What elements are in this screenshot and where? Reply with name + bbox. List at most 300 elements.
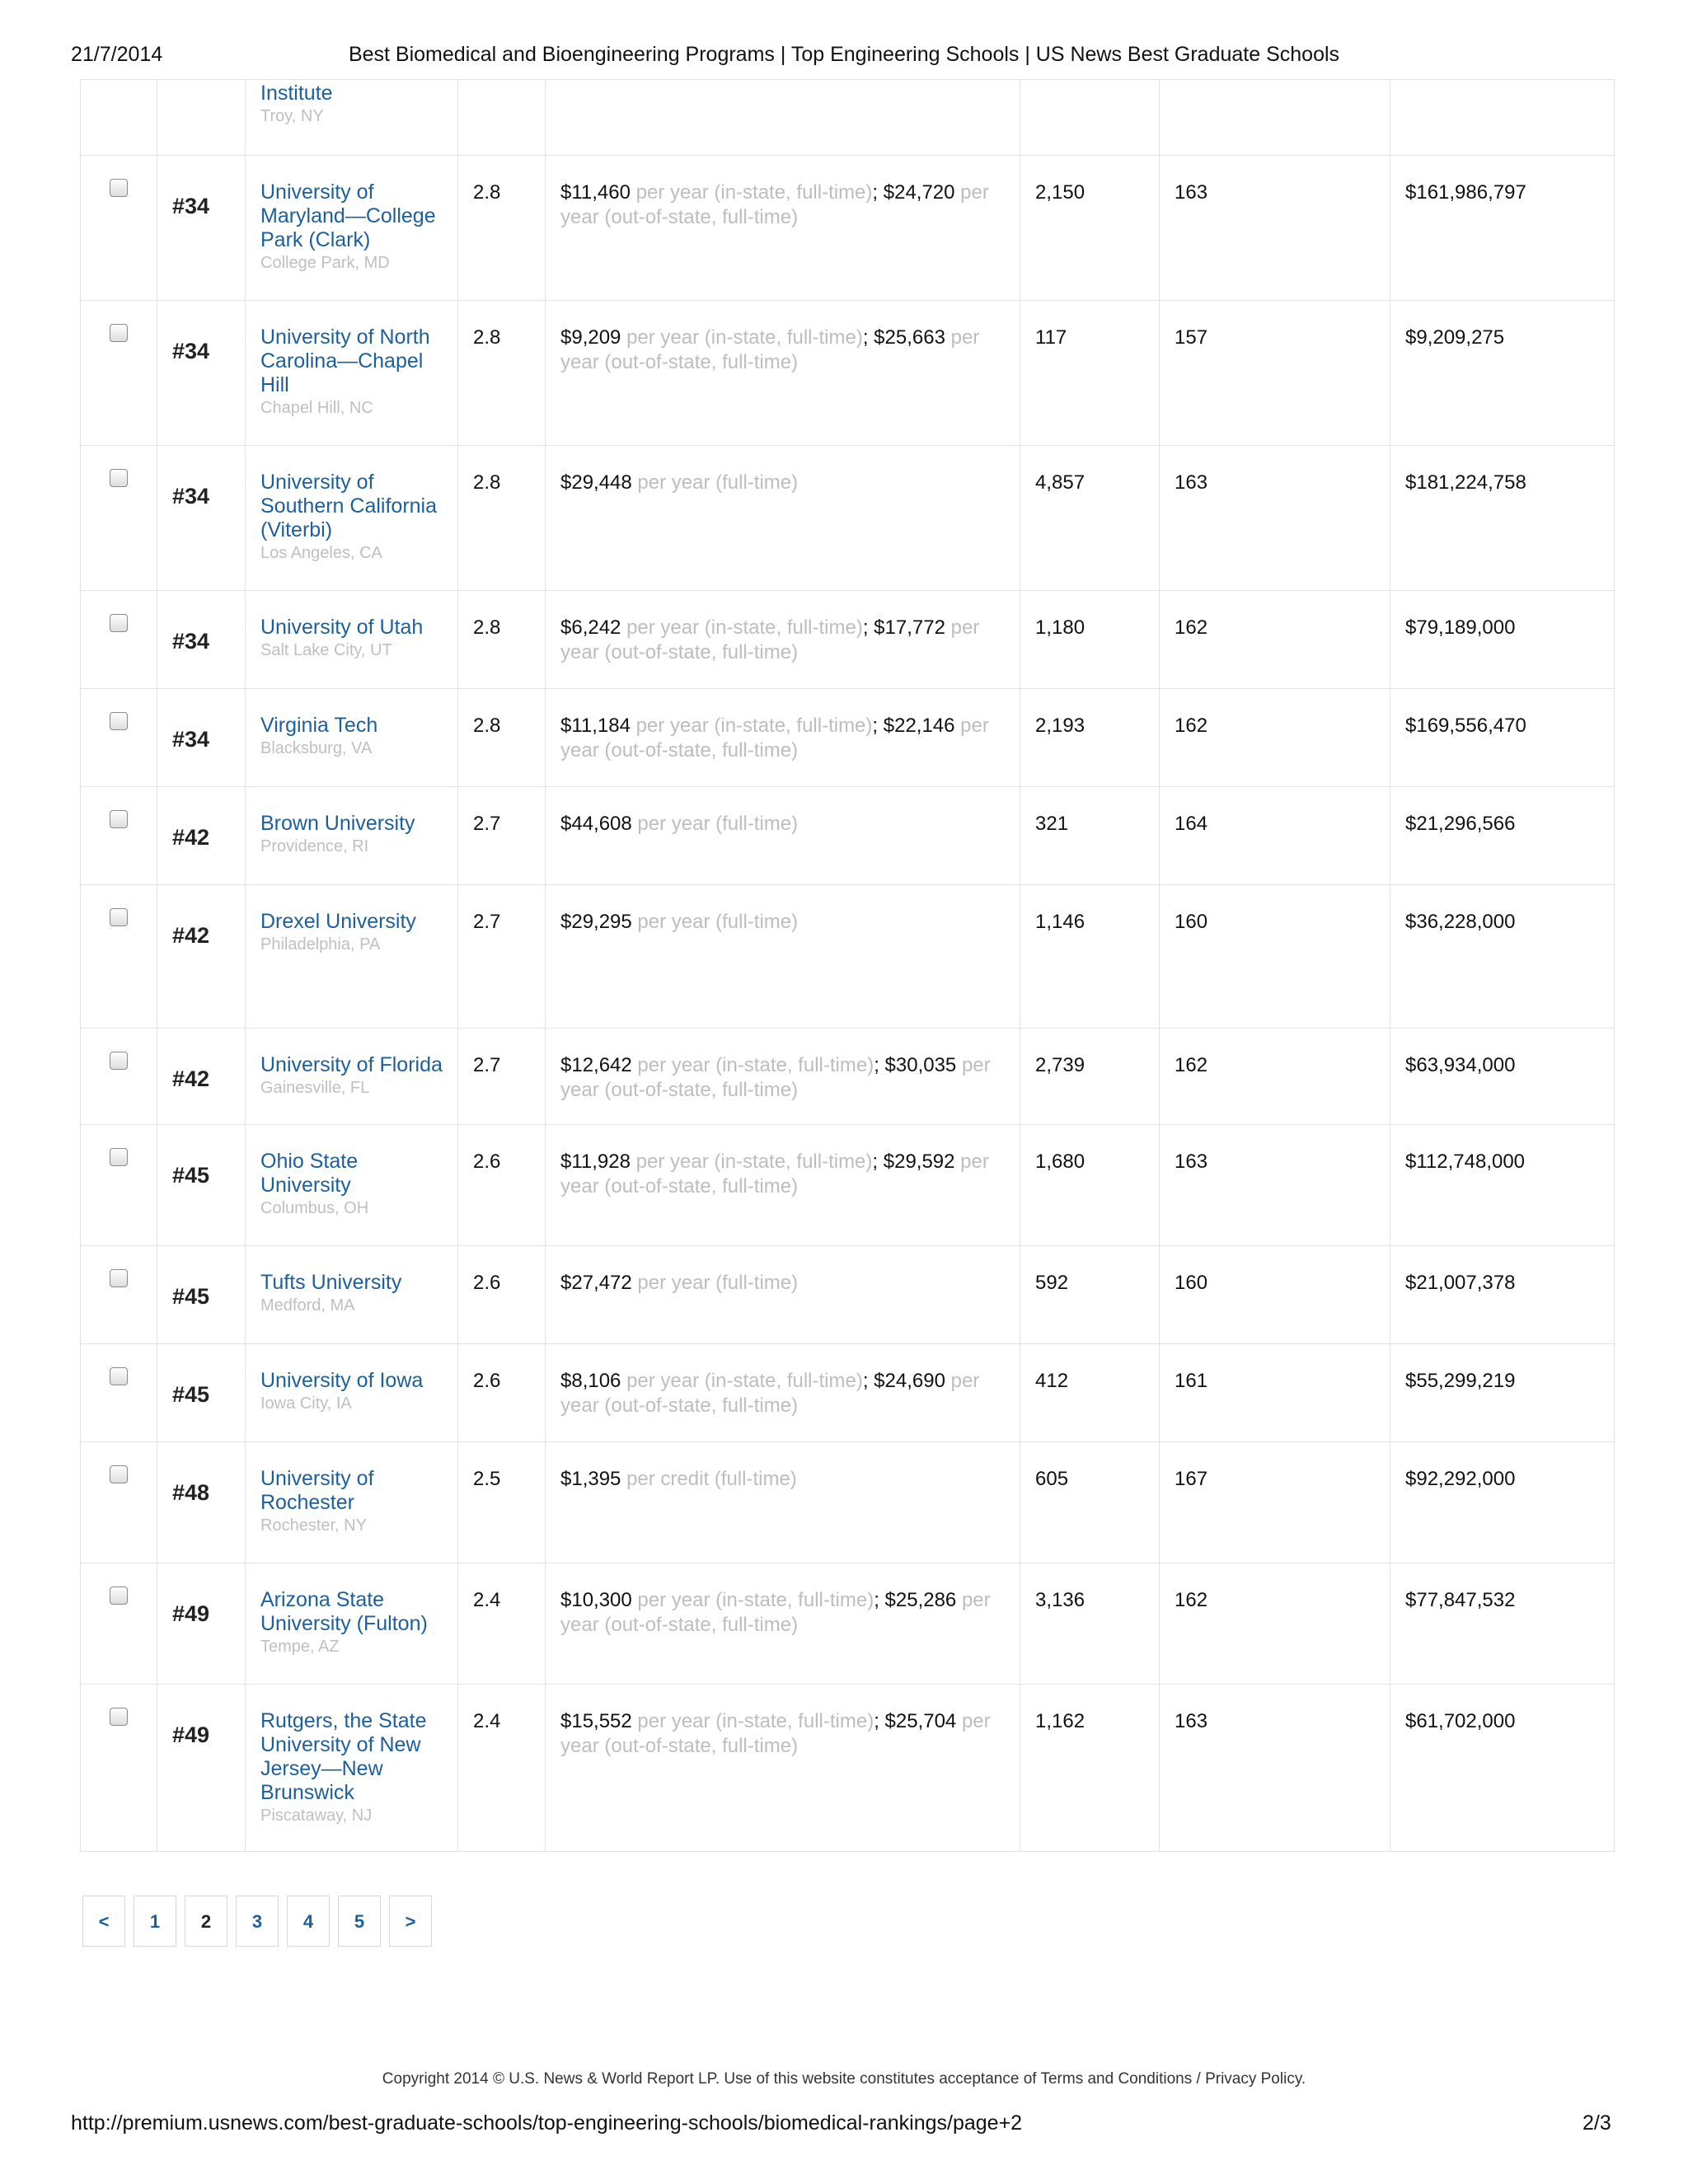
tuition-qualifier: per year (out-of-state, full-time) [560,715,989,762]
compare-checkbox[interactable] [110,712,128,730]
peer-score: 2.7 [473,911,501,933]
tuition-qualifier: per year (in-state, full-time) [621,616,863,639]
enrollment: 1,162 [1035,1710,1085,1732]
research-cell [1390,301,1615,446]
school-location: Rochester, NY [260,1516,367,1535]
school-location: Los Angeles, CA [260,544,382,562]
school-location: Iowa City, IA [260,1394,352,1413]
research-cell [1390,885,1615,1029]
school-link[interactable]: University of Florida [260,1053,443,1076]
tuition-qualifier: per year (out-of-state, full-time) [560,616,980,663]
check-cell [81,301,157,446]
research-expenditure: $63,934,000 [1405,1054,1516,1076]
tuition-cell [546,591,1020,689]
enrollment: 2,739 [1035,1054,1085,1076]
research-cell [1390,446,1615,591]
peer-score: 2.6 [473,1151,501,1173]
table-row [81,301,1615,446]
table-row [81,885,1615,1029]
research-cell [1390,1344,1615,1442]
gre-score: 167 [1175,1468,1208,1490]
school-cell [246,885,458,1029]
school-location: Blacksburg, VA [260,739,373,757]
print-header [0,43,1688,76]
tuition-cell [546,1442,1020,1563]
research-cell [1390,591,1615,689]
gre-cell [1160,1685,1390,1852]
table-row [81,446,1615,591]
research-cell [1390,1685,1615,1852]
compare-checkbox[interactable] [110,1586,128,1605]
check-cell [81,689,157,787]
enrollment-cell [1020,1125,1160,1246]
research-expenditure: $79,189,000 [1405,616,1516,639]
rank-number: #45 [172,1284,210,1309]
tuition-cell [546,787,1020,885]
compare-checkbox[interactable] [110,469,128,487]
school-link[interactable]: Brown University [260,812,415,835]
school-cell [246,1442,458,1563]
research-cell [1390,1246,1615,1344]
research-cell [1390,1125,1615,1246]
tuition-value: $44,608 [560,813,632,835]
school-link[interactable]: Arizona State University (Fulton) [260,1588,428,1635]
score-cell [458,1029,546,1125]
school-cell [246,446,458,591]
tuition-value: $6,242 [560,616,621,639]
enrollment-cell [1020,1029,1160,1125]
table-row [81,1125,1615,1246]
research-expenditure: $21,296,566 [1405,813,1516,835]
tuition-qualifier: per year (full-time) [631,471,799,494]
tuition-qualifier: per year (out-of-state, full-time) [560,1710,991,1757]
check-cell [81,1563,157,1685]
school-location: Chapel Hill, NC [260,399,373,417]
tuition-value: ; $29,592 [872,1151,955,1173]
tuition-cell [546,689,1020,787]
school-location: Columbus, OH [260,1199,369,1217]
tuition-qualifier: per year (in-state, full-time) [630,1151,873,1173]
research-expenditure: $169,556,470 [1405,715,1526,737]
check-cell [81,787,157,885]
school-link[interactable]: Virginia Tech [260,714,378,737]
rank-cell [157,1442,246,1563]
school-location: Tempe, AZ [260,1638,340,1656]
school-link[interactable]: University of Utah [260,616,424,639]
research-expenditure: $55,299,219 [1405,1370,1516,1392]
rank-cell [157,591,246,689]
tuition-qualifier: per year (out-of-state, full-time) [560,1589,991,1636]
compare-checkbox[interactable] [110,908,128,926]
gre-cell [1160,1344,1390,1442]
tuition-value: $9,209 [560,326,621,349]
prev-page-button[interactable]: < [82,1896,125,1947]
table-row [81,689,1615,787]
tuition-value: $11,460 [560,181,631,204]
score-cell [458,1563,546,1685]
score-cell [458,1344,546,1442]
tuition-qualifier: per year (out-of-state, full-time) [560,326,980,373]
school-link[interactable]: Ohio State University [260,1150,359,1197]
rank-cell [157,689,246,787]
rank-cell [157,787,246,885]
table-row [81,1029,1615,1125]
peer-score: 2.8 [473,616,501,639]
gre-score: 163 [1175,181,1208,204]
rank-cell [157,156,246,301]
school-link[interactable]: Tufts University [260,1271,402,1294]
print-page-title: Best Biomedical and Bioengineering Programs | Top Engineering Schools | US News Best Graduate Schools [348,43,1340,66]
page-button-1[interactable]: 1 [134,1896,176,1947]
check-cell [81,1344,157,1442]
tuition-qualifier: per year (full-time) [631,813,799,835]
score-cell [458,446,546,591]
enrollment: 117 [1035,326,1067,349]
rank-cell [157,1029,246,1125]
school-location: College Park, MD [260,254,390,272]
peer-score: 2.8 [473,181,501,204]
school-cell [246,80,458,156]
table-row [81,1344,1615,1442]
tuition-value: ; $30,035 [874,1054,957,1076]
compare-checkbox[interactable] [110,324,128,342]
tuition-value: ; $25,704 [874,1710,957,1732]
rank-cell [157,1344,246,1442]
tuition-value: ; $25,286 [874,1589,957,1611]
next-page-button[interactable]: > [389,1896,432,1947]
enrollment: 321 [1035,813,1069,835]
enrollment-cell [1020,787,1160,885]
research-expenditure: $77,847,532 [1405,1589,1516,1611]
enrollment-cell [1020,1563,1160,1685]
gre-score: 157 [1175,326,1208,349]
gre-cell [1160,446,1390,591]
tuition-cell [546,1685,1020,1852]
research-cell [1390,1563,1615,1685]
enrollment-cell [1020,689,1160,787]
school-link[interactable]: Rutgers, the State University of New Jersey—New Brunswick [260,1709,427,1804]
rank-cell [157,301,246,446]
rank-number: #42 [172,923,210,948]
tuition-qualifier: per year (out-of-state, full-time) [560,1054,991,1101]
tuition-value: $11,928 [560,1151,631,1173]
tuition-value: $10,300 [560,1589,632,1611]
tuition-qualifier: per year (out-of-state, full-time) [560,1151,989,1197]
enrollment: 2,193 [1035,715,1085,737]
tuition-qualifier: per year (in-state, full-time) [631,1054,874,1076]
rank-number: #34 [172,629,210,654]
score-cell [458,301,546,446]
peer-score: 2.5 [473,1468,501,1490]
tuition-qualifier: per year (full-time) [631,911,799,933]
school-link[interactable]: University of Southern California (Viterbi) [260,471,438,541]
rank-cell [157,1125,246,1246]
school-location: Salt Lake City, UT [260,641,392,659]
tuition-cell [546,1563,1020,1685]
tuition-cell [546,446,1020,591]
research-expenditure: $21,007,378 [1405,1272,1516,1294]
page-button-4[interactable]: 4 [287,1896,330,1947]
rank-cell [157,80,246,156]
school-cell [246,1029,458,1125]
gre-score: 164 [1175,813,1208,835]
school-cell [246,787,458,885]
score-cell [458,689,546,787]
rank-number: #34 [172,727,210,752]
tuition-cell [546,885,1020,1029]
gre-cell [1160,787,1390,885]
gre-cell [1160,1563,1390,1685]
peer-score: 2.6 [473,1272,501,1294]
table-row [81,591,1615,689]
print-url: http://premium.usnews.com/best-graduate-schools/top-engineering-schools/biomedical-rankings/page+2 [71,2111,1023,2135]
rank-cell [157,1246,246,1344]
rank-number: #49 [172,1722,210,1747]
table-row [81,1442,1615,1563]
tuition-value: $11,184 [560,715,631,737]
check-cell [81,1685,157,1852]
tuition-cell [546,1344,1020,1442]
gre-cell [1160,591,1390,689]
enrollment: 412 [1035,1370,1069,1392]
gre-score: 163 [1175,1151,1208,1173]
tuition-value: $29,295 [560,911,632,933]
enrollment-cell [1020,1685,1160,1852]
enrollment-cell [1020,1442,1160,1563]
enrollment: 1,680 [1035,1151,1085,1173]
tuition-qualifier: per year (full-time) [631,1272,799,1294]
score-cell [458,787,546,885]
rank-number: #42 [172,1066,210,1091]
school-location: Providence, RI [260,837,369,855]
check-cell [81,1029,157,1125]
rank-number: #45 [172,1382,210,1407]
research-expenditure: $92,292,000 [1405,1468,1516,1490]
check-cell [81,1442,157,1563]
school-cell [246,156,458,301]
gre-cell [1160,689,1390,787]
gre-score: 162 [1175,715,1208,737]
tuition-value: $15,552 [560,1710,632,1732]
school-link[interactable]: University of Maryland—College Park (Clark) [260,180,436,251]
table-row [81,787,1615,885]
compare-checkbox[interactable] [110,1465,128,1483]
research-expenditure: $36,228,000 [1405,911,1516,933]
check-cell [81,885,157,1029]
compare-checkbox[interactable] [110,1708,128,1726]
school-location: Piscataway, NJ [260,1807,373,1825]
rank-number: #48 [172,1480,210,1505]
research-expenditure: $61,702,000 [1405,1710,1516,1732]
score-cell [458,1442,546,1563]
page-button-5[interactable]: 5 [338,1896,381,1947]
peer-score: 2.8 [473,326,501,349]
compare-checkbox[interactable] [110,179,128,197]
peer-score: 2.8 [473,715,501,737]
gre-cell [1160,1246,1390,1344]
table-row [81,156,1615,301]
print-page-number: 2/3 [1582,2111,1611,2135]
peer-score: 2.4 [473,1589,501,1611]
enrollment-cell [1020,156,1160,301]
peer-score: 2.4 [473,1710,501,1732]
school-cell [246,1685,458,1852]
print-date: 21/7/2014 [71,43,163,66]
enrollment-cell [1020,301,1160,446]
tuition-value: ; $24,690 [862,1370,945,1392]
peer-score: 2.7 [473,1054,501,1076]
research-expenditure: $181,224,758 [1405,471,1526,494]
enrollment: 1,146 [1035,911,1085,933]
check-cell [81,80,157,156]
tuition-value: $12,642 [560,1054,632,1076]
tuition-value: $1,395 [560,1468,621,1490]
gre-score: 160 [1175,1272,1208,1294]
score-cell [458,1685,546,1852]
check-cell [81,591,157,689]
rank-number: #49 [172,1601,210,1626]
school-link[interactable]: Drexel University [260,910,416,933]
tuition-qualifier: per year (out-of-state, full-time) [560,181,989,228]
check-cell [81,1125,157,1246]
rank-cell [157,885,246,1029]
gre-score: 162 [1175,1054,1208,1076]
rank-number: #34 [172,339,210,363]
research-cell [1390,787,1615,885]
gre-score: 162 [1175,616,1208,639]
enrollment-cell [1020,885,1160,1029]
school-location: Gainesville, FL [260,1079,370,1097]
tuition-qualifier: per year (in-state, full-time) [621,326,863,349]
gre-score: 163 [1175,471,1208,494]
page-button-3[interactable]: 3 [236,1896,279,1947]
peer-score: 2.7 [473,813,501,835]
gre-cell [1160,1125,1390,1246]
check-cell [81,1246,157,1344]
tuition-qualifier: per credit (full-time) [621,1468,797,1490]
enrollment-cell [1020,591,1160,689]
school-cell [246,591,458,689]
research-expenditure: $112,748,000 [1405,1151,1526,1173]
tuition-qualifier: per year (in-state, full-time) [630,715,873,737]
rank-cell [157,446,246,591]
compare-checkbox[interactable] [110,1269,128,1287]
tuition-qualifier: per year (in-state, full-time) [630,181,873,204]
check-cell [81,156,157,301]
score-cell [458,1246,546,1344]
score-cell [458,1125,546,1246]
school-cell [246,301,458,446]
school-link[interactable]: University of North Carolina—Chapel Hill [260,326,430,396]
gre-score: 161 [1175,1370,1208,1392]
page-button-2[interactable]: 2 [185,1896,227,1947]
tuition-value: ; $24,720 [872,181,955,204]
tuition-value: ; $17,772 [862,616,945,639]
school-link[interactable]: Institute [260,82,333,105]
tuition-qualifier: per year (out-of-state, full-time) [560,1370,980,1417]
table-row [81,1685,1615,1852]
research-expenditure: $9,209,275 [1405,326,1505,349]
compare-checkbox[interactable] [110,1148,128,1166]
research-cell [1390,689,1615,787]
research-cell [1390,156,1615,301]
tuition-cell [546,156,1020,301]
tuition-value: ; $22,146 [872,715,955,737]
rankings-table [80,79,1615,1852]
enrollment: 2,150 [1035,181,1085,204]
rank-cell [157,1685,246,1852]
school-location: Medford, MA [260,1296,355,1315]
tuition-value: $27,472 [560,1272,632,1294]
rank-number: #42 [172,825,210,850]
rank-cell [157,1563,246,1685]
tuition-cell [546,1029,1020,1125]
rank-number: #34 [172,484,210,509]
gre-cell [1160,1442,1390,1563]
tuition-qualifier: per year (in-state, full-time) [631,1589,874,1611]
gre-cell [1160,301,1390,446]
school-location: Philadelphia, PA [260,935,381,954]
school-cell [246,689,458,787]
score-cell [458,885,546,1029]
peer-score: 2.8 [473,471,501,494]
enrollment: 592 [1035,1272,1069,1294]
enrollment: 1,180 [1035,616,1085,639]
gre-score: 163 [1175,1710,1208,1732]
tuition-qualifier: per year (in-state, full-time) [621,1370,863,1392]
tuition-value: $29,448 [560,471,632,494]
enrollment: 605 [1035,1468,1069,1490]
school-cell [246,1344,458,1442]
table-row [81,1246,1615,1344]
table-row [81,1563,1615,1685]
score-cell [458,591,546,689]
score-cell [458,156,546,301]
gre-score: 160 [1175,911,1208,933]
copyright-notice: Copyright 2014 © U.S. News & World Report LP. Use of this website constitutes acceptance of Terms and Conditions / Privacy Policy. [382,2070,1306,2088]
compare-checkbox[interactable] [110,810,128,828]
tuition-value: ; $25,663 [862,326,945,349]
research-cell [1390,1442,1615,1563]
compare-checkbox[interactable] [110,1052,128,1070]
school-cell [246,1246,458,1344]
gre-cell [1160,885,1390,1029]
check-cell [81,446,157,591]
school-link[interactable]: University of Rochester [260,1467,374,1514]
tuition-value: $8,106 [560,1370,621,1392]
tuition-qualifier: per year (in-state, full-time) [631,1710,874,1732]
table-row-partial [81,80,1615,156]
enrollment-cell [1020,446,1160,591]
gre-cell [1160,156,1390,301]
enrollment: 4,857 [1035,471,1085,494]
research-expenditure: $161,986,797 [1405,181,1526,204]
peer-score: 2.6 [473,1370,501,1392]
research-cell [1390,1029,1615,1125]
compare-checkbox[interactable] [110,1367,128,1385]
gre-cell [1160,1029,1390,1125]
school-cell [246,1563,458,1685]
tuition-cell [546,1125,1020,1246]
rank-number: #45 [172,1163,210,1188]
enrollment-cell [1020,1246,1160,1344]
school-link[interactable]: University of Iowa [260,1369,424,1392]
compare-checkbox[interactable] [110,614,128,632]
enrollment: 3,136 [1035,1589,1085,1611]
gre-score: 162 [1175,1589,1208,1611]
enrollment-cell [1020,1344,1160,1442]
school-cell [246,1125,458,1246]
